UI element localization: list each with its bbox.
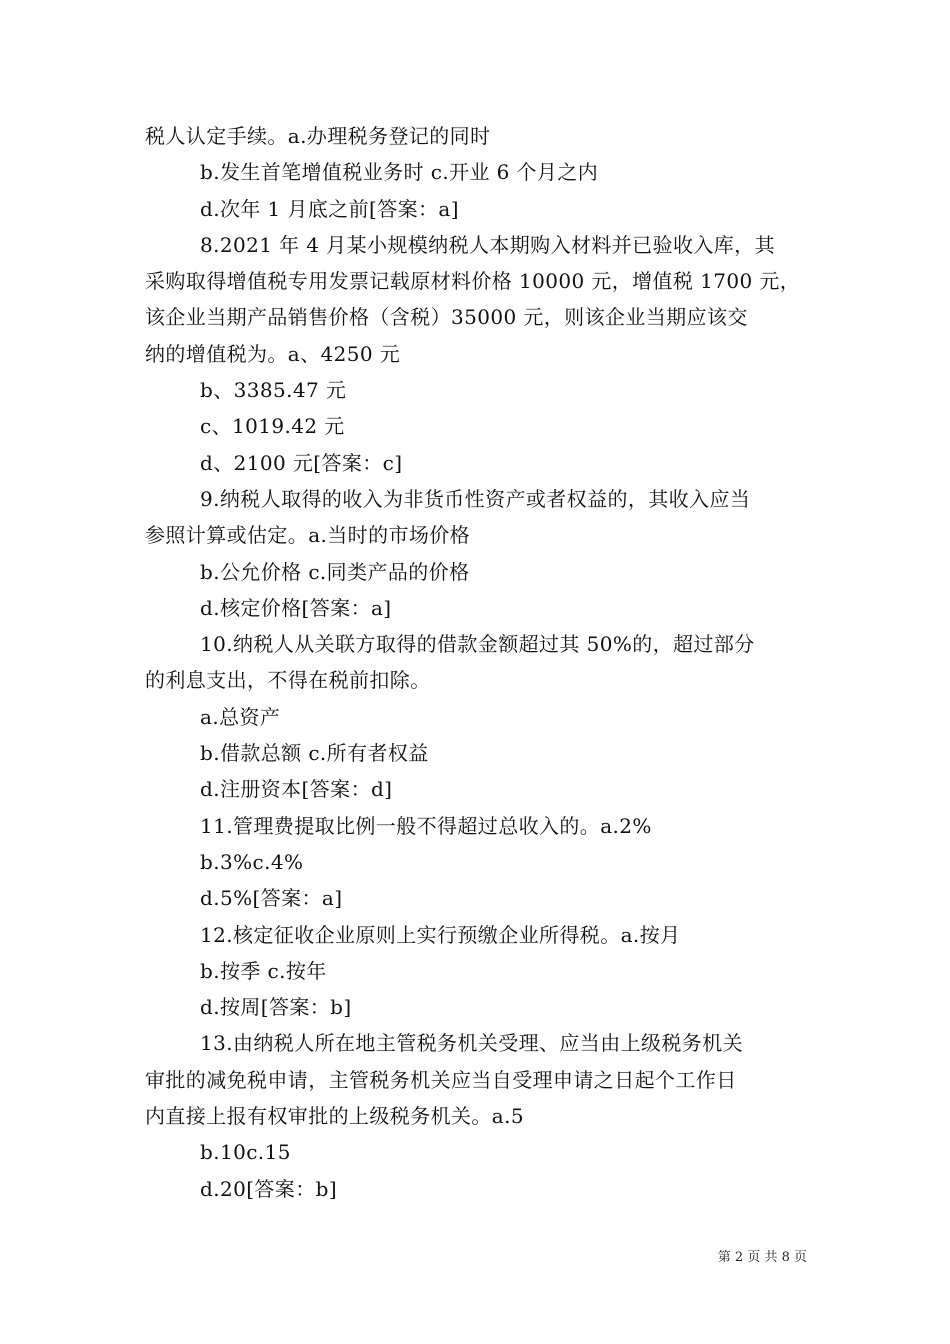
text-line: d.注册资本[答案：d]	[200, 777, 393, 802]
text-line: b.借款总额 c.所有者权益	[200, 741, 429, 766]
text-line: b.发生首笔增值税业务时 c.开业 6 个月之内	[200, 160, 599, 185]
question-9-line: 9.纳税人取得的收入为非货币性资产或者权益的，其收入应当	[200, 486, 751, 511]
text-line: b.按季 c.按年	[200, 958, 327, 983]
text-line: d.5%[答案：a]	[200, 886, 343, 911]
text-line: a.总资产	[200, 704, 281, 729]
text-line: 税人认定手续。a.办理税务登记的同时	[145, 124, 491, 148]
text-line: 采购取得增值税专用发票记载原材料价格 10000 元，增值税 1700 元，	[145, 269, 801, 294]
text-line: d.次年 1 月底之前[答案：a]	[200, 196, 459, 221]
text-line: d.核定价格[答案：a]	[200, 595, 392, 620]
text-line: d.按周[答案：b]	[200, 995, 352, 1020]
text-line: 纳的增值税为。a、4250 元	[145, 341, 401, 366]
text-line: d、2100 元[答案：c]	[200, 450, 403, 475]
question-12-line: 12.核定征收企业原则上实行预缴企业所得税。a.按月	[200, 922, 681, 947]
text-line: 的利息支出，不得在税前扣除。	[145, 668, 431, 693]
text-line: c、1019.42 元	[200, 414, 345, 439]
question-10-line: 10.纳税人从关联方取得的借款金额超过其 50%的，超过部分	[200, 632, 755, 657]
text-line: d.20[答案：b]	[200, 1176, 338, 1201]
text-line: 参照计算或估定。a.当时的市场价格	[145, 523, 471, 548]
text-line: 该企业当期产品销售价格（含税）35000 元，则该企业当期应该交	[145, 305, 748, 330]
text-line: b.10c.15	[200, 1140, 291, 1165]
question-8-line: 8.2021 年 4 月某小规模纳税人本期购入材料并已验收入库，其	[200, 232, 775, 257]
text-line: 审批的减免税申请，主管税务机关应当自受理申请之日起个工作日	[145, 1067, 737, 1092]
text-line: b.3%c.4%	[200, 849, 304, 874]
document-body	[145, 118, 815, 1207]
text-line: b、3385.47 元	[200, 378, 347, 403]
text-line: b.公允价格 c.同类产品的价格	[200, 559, 470, 584]
text-line: 内直接上报有权审批的上级税务机关。a.5	[145, 1104, 525, 1129]
page-number-footer: 第 2 页 共 8 页	[717, 1250, 807, 1265]
question-13-line: 13.由纳税人所在地主管税务机关受理、应当由上级税务机关	[200, 1031, 744, 1056]
question-11-line: 11.管理费提取比例一般不得超过总收入的。a.2%	[200, 813, 652, 838]
